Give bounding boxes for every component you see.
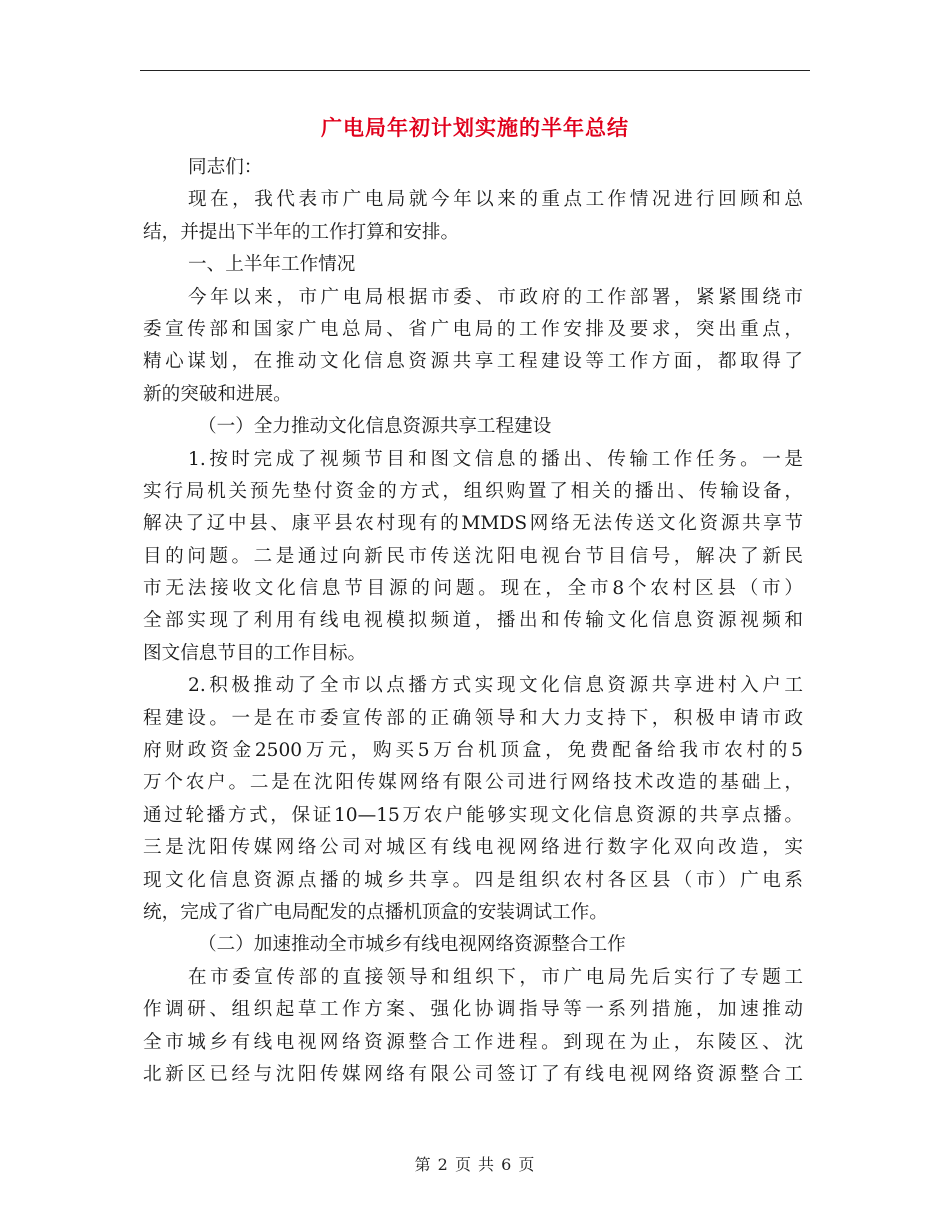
text-line: 精心谋划，在推动文化信息资源共享工程建设等工作方面，都取得了 [143,351,803,373]
text-line: 同志们： [188,157,263,178]
text-line: 委宣传部和国家广电总局、省广电局的工作安排及要求，突出重点， [143,318,803,340]
text-line: 三是沈阳传媒网络公司对城区有线电视网络进行数字化双向改造，实 [143,837,803,859]
text-line: 解决了辽中县、康平县农村现有的MMDS网络无法传送文化资源共享节 [143,513,803,535]
text-line: 实行局机关预先垫付资金的方式，组织购置了相关的播出、传输设备， [143,480,803,502]
text-line: 全市城乡有线电视网络资源整合工作进程。到现在为止，东陵区、沈 [143,1031,803,1053]
header-rule [140,70,810,71]
text-line: 程建设。一是在市委宣传部的正确领导和大力支持下，积极申请市政 [143,707,803,729]
text-line: 2.积极推动了全市以点播方式实现文化信息资源共享进村入户工 [188,675,803,697]
text-line: 一、上半年工作情况 [188,254,356,276]
text-line: 在市委宣传部的直接领导和组织下，市广电局先后实行了专题工 [188,966,803,988]
text-line: 现文化信息资源点播的城乡共享。四是组织农村各区县（市）广电系 [143,869,803,891]
document-title: 广电局年初计划实施的半年总结 [321,115,629,140]
text-line: （一）全力推动文化信息资源共享工程建设 [198,416,552,438]
text-line: （二）加速推动全市城乡有线电视网络资源整合工作 [198,934,626,956]
text-line: 市无法接收文化信息节目源的问题。现在，全市8个农村区县（市） [143,578,803,600]
text-line: 万个农户。二是在沈阳传媒网络有限公司进行网络技术改造的基础上， [143,772,803,794]
text-line: 新的突破和进展。 [143,383,292,405]
text-line: 通过轮播方式，保证10—15万农户能够实现文化信息资源的共享点播。 [143,804,803,826]
text-line: 今年以来，市广电局根据市委、市政府的工作部署，紧紧围绕市 [188,286,803,308]
text-line: 1.按时完成了视频节目和图文信息的播出、传输工作任务。一是 [188,448,803,470]
text-line: 结，并提出下半年的工作打算和安排。 [143,221,460,243]
text-line: 图文信息节目的工作目标。 [143,642,367,664]
text-line: 作调研、组织起草工作方案、强化协调指导等一系列措施，加速推动 [143,999,803,1021]
text-line: 目的问题。二是通过向新民市传送沈阳电视台节目信号，解决了新民 [143,545,803,567]
text-line: 现在，我代表市广电局就今年以来的重点工作情况进行回顾和总 [188,189,803,211]
text-line: 全部实现了利用有线电视模拟频道，播出和传输文化信息资源视频和 [143,610,803,632]
page-footer: 第 2 页 共 6 页 [414,1155,536,1174]
text-line: 府财政资金2500万元，购买5万台机顶盒，免费配备给我市农村的5 [143,740,803,762]
document-body [143,152,803,1091]
text-line: 北新区已经与沈阳传媒网络有限公司签订了有线电视网络资源整合工 [143,1063,803,1085]
text-line: 统，完成了省广电局配发的点播机顶盒的安装调试工作。 [143,901,608,923]
